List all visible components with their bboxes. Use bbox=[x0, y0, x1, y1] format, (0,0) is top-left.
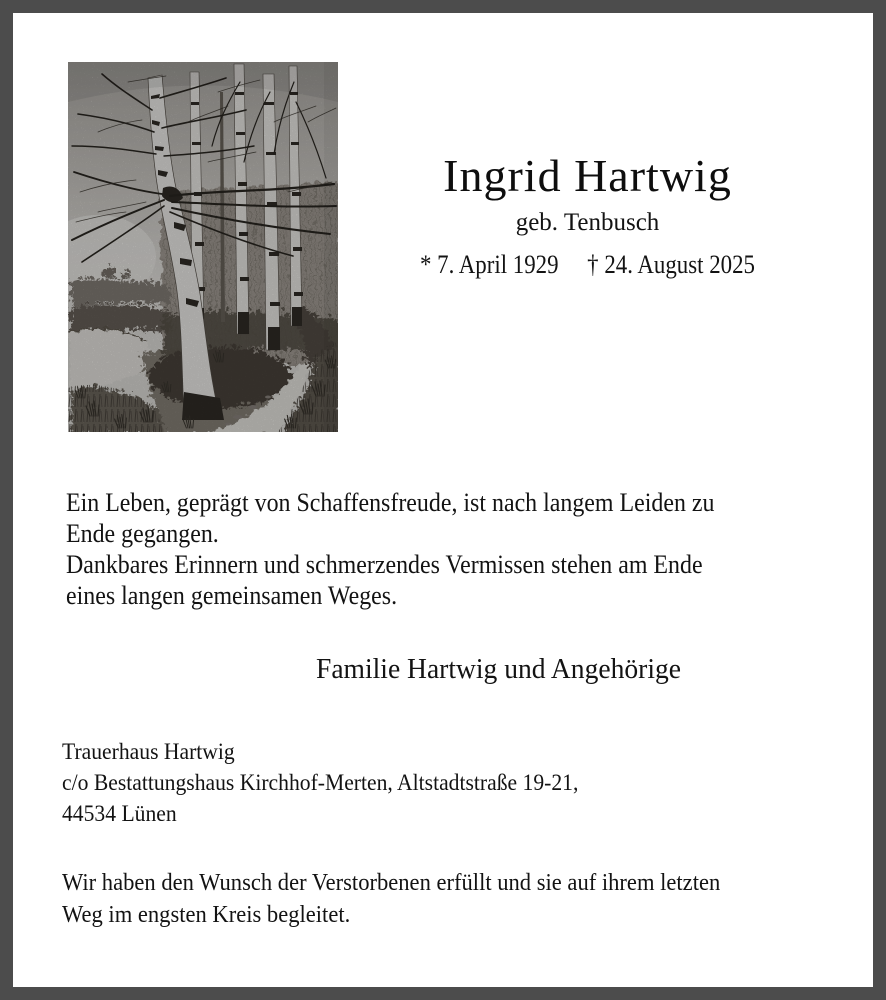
funeral-home-line: c/o Bestattungshaus Kirchhof-Merten, Altstadtstraße 19-21, bbox=[62, 770, 579, 795]
birth-date: * 7. April 1929 bbox=[420, 250, 559, 279]
obituary-line: Ende gegangen. bbox=[66, 519, 219, 548]
obituary-line: eines langen gemeinsamen Weges. bbox=[66, 581, 398, 610]
funeral-home-line: Trauerhaus Hartwig bbox=[62, 739, 235, 764]
family-signature: Familie Hartwig und Angehörige bbox=[316, 653, 681, 685]
deceased-name: Ingrid Hartwig bbox=[443, 150, 732, 201]
life-dates bbox=[383, 250, 792, 280]
obituary-line: Ein Leben, geprägt von Schaffensfreude, ist nach langem Leiden zu bbox=[66, 488, 715, 517]
death-date: † 24. August 2025 bbox=[587, 250, 755, 279]
maiden-name: geb. Tenbusch bbox=[515, 209, 660, 236]
obituary-line: Dankbares Erinnern und schmerzendes Vermissen stehen am Ende bbox=[66, 550, 703, 579]
birch-trees-drawing bbox=[68, 62, 338, 432]
closing-line: Wir haben den Wunsch der Verstorbenen erfüllt und sie auf ihrem letzten bbox=[62, 870, 721, 896]
funeral-home-address bbox=[62, 736, 578, 829]
closing-paragraph bbox=[62, 868, 720, 931]
funeral-home-line: 44534 Lünen bbox=[62, 801, 177, 826]
memorial-artwork bbox=[68, 62, 338, 432]
header-block bbox=[355, 150, 820, 280]
obituary-paragraph bbox=[66, 487, 714, 611]
closing-line: Weg im engsten Kreis begleitet. bbox=[62, 901, 351, 928]
